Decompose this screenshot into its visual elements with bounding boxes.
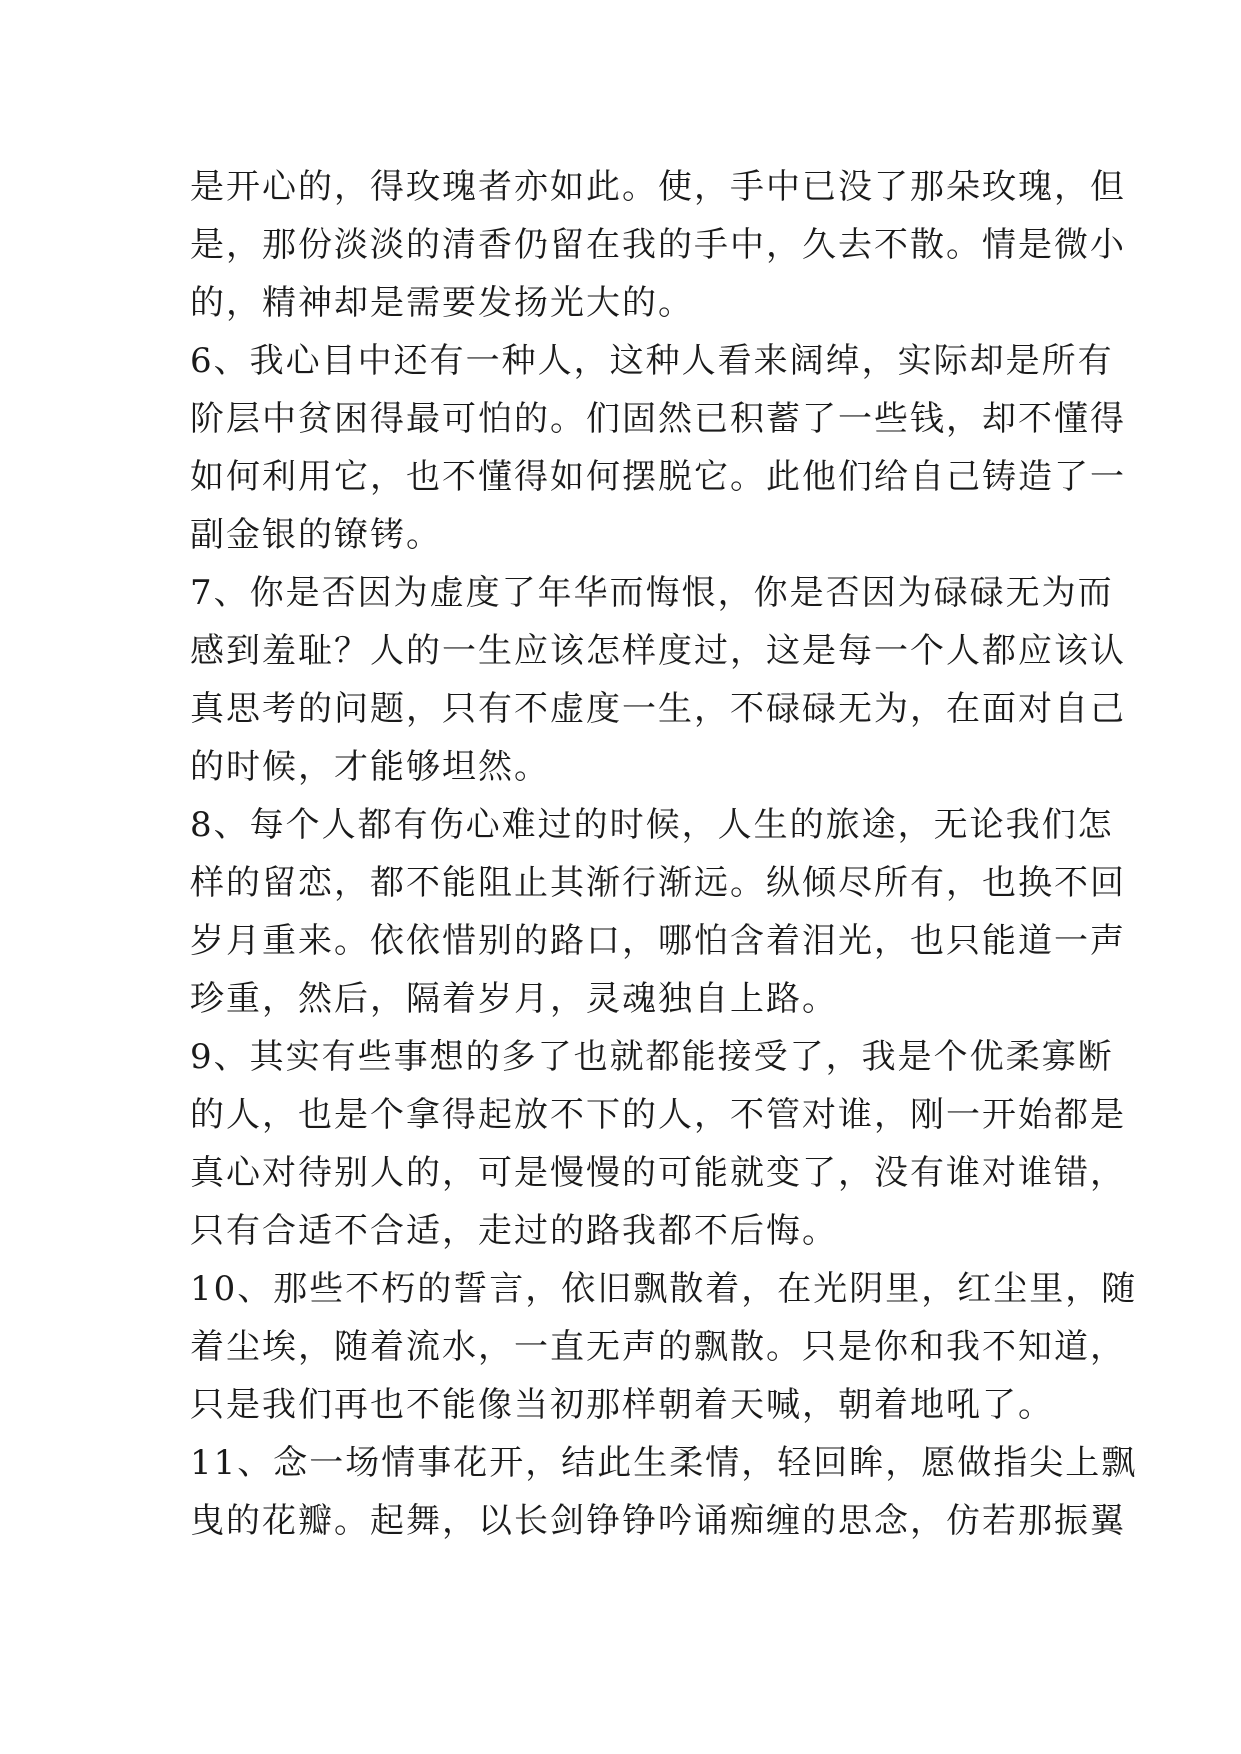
text-line: 9、其实有些事想的多了也就都能接受了，我是个优柔寡断	[190, 1037, 1114, 1077]
text-line: 岁月重来。依依惜别的路口，哪怕含着泪光，也只能道一声	[190, 921, 1126, 961]
text-line: 如何利用它，也不懂得如何摆脱它。此他们给自己铸造了一	[190, 457, 1126, 497]
text-line: 6、我心目中还有一种人，这种人看来阔绰，实际却是所有	[190, 341, 1114, 381]
text-line: 10、那些不朽的誓言，依旧飘散着，在光阴里，红尘里，随	[190, 1269, 1138, 1309]
text-line: 阶层中贫困得最可怕的。们固然已积蓄了一些钱，却不懂得	[190, 399, 1126, 439]
text-line: 是开心的，得玫瑰者亦如此。使，手中已没了那朵玫瑰，但	[190, 167, 1126, 207]
text-line: 的时候，才能够坦然。	[190, 747, 550, 787]
text-line: 的人，也是个拿得起放不下的人，不管对谁，刚一开始都是	[190, 1095, 1126, 1135]
text-line: 是，那份淡淡的清香仍留在我的手中，久去不散。情是微小	[190, 225, 1126, 265]
text-line: 曳的花瓣。起舞，以长剑铮铮吟诵痴缠的思念，仿若那振翼	[190, 1501, 1126, 1541]
text-line: 真思考的问题，只有不虚度一生，不碌碌无为，在面对自己	[190, 689, 1126, 729]
text-line: 感到羞耻？人的一生应该怎样度过，这是每一个人都应该认	[190, 631, 1126, 671]
text-line: 只有合适不合适，走过的路我都不后悔。	[190, 1211, 838, 1251]
text-line: 只是我们再也不能像当初那样朝着天喊，朝着地吼了。	[190, 1385, 1054, 1425]
text-line: 的，精神却是需要发扬光大的。	[190, 283, 694, 323]
text-line: 7、你是否因为虚度了年华而悔恨，你是否因为碌碌无为而	[190, 573, 1114, 613]
text-line: 副金银的镣铐。	[190, 515, 442, 555]
text-line: 真心对待别人的，可是慢慢的可能就变了，没有谁对谁错，	[190, 1153, 1126, 1193]
text-line: 8、每个人都有伤心难过的时候，人生的旅途，无论我们怎	[190, 805, 1114, 845]
text-line: 着尘埃，随着流水，一直无声的飘散。只是你和我不知道，	[190, 1327, 1126, 1367]
text-line: 样的留恋，都不能阻止其渐行渐远。纵倾尽所有，也换不回	[190, 863, 1126, 903]
text-line: 珍重，然后，隔着岁月，灵魂独自上路。	[190, 979, 838, 1019]
document-body	[190, 158, 1138, 1550]
text-line: 11、念一场情事花开，结此生柔情，轻回眸，愿做指尖上飘	[190, 1443, 1138, 1483]
